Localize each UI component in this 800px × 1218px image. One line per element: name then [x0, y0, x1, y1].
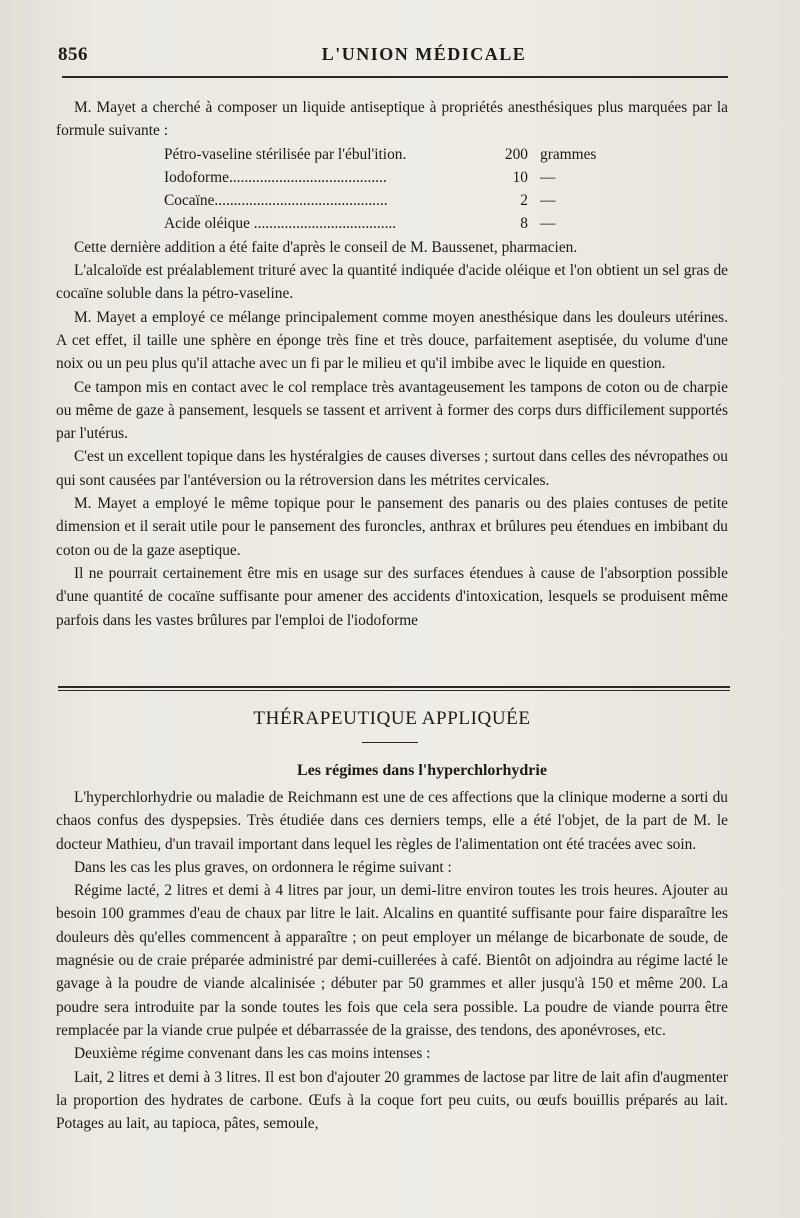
title-underline	[362, 742, 418, 743]
ingredient-unit: —	[540, 192, 556, 210]
paragraph: Cette dernière addition a été faite d'après le conseil de M. Baussenet, pharmacien.	[74, 238, 578, 256]
ingredient-unit: —	[540, 215, 556, 233]
formula-row	[164, 189, 728, 212]
ingredient-name: Cocaïne.............................................	[164, 192, 388, 210]
formula-row	[164, 166, 728, 189]
article-hyperchlorhydrie	[56, 786, 728, 1135]
paragraph: Deuxième régime convenant dans les cas moins intenses :	[74, 1045, 431, 1063]
ingredient-name: Iodoforme.........................................	[164, 168, 387, 186]
paragraph: M. Mayet a employé ce mélange principalement comme moyen anesthésique dans les douleurs utérines. A cet effet, il taille une sphère en éponge très fine et très douce, parfaitement aseptisée, du volume d'une noix ou un peu plus qu'il attache avec un fi par le milieu et qu'il imbibe avec le liquide en question.	[56, 308, 728, 373]
page-number: 856	[58, 44, 88, 65]
paragraph: Ce tampon mis en contact avec le col remplace très avantageusement les tampons de coton ou de charpie ou même de gaze à pansement, lesquels se tassent et arrivent à former des corps durs difficilement supportés par l'utérus.	[56, 378, 728, 443]
ingredient-name: Pétro-vaseline stérilisée par l'ébul'ition.	[164, 145, 407, 163]
header-rule	[62, 76, 728, 78]
section-title: THÉRAPEUTIQUE APPLIQUÉE	[253, 708, 531, 729]
ingredient-quantity: 2	[520, 192, 528, 210]
intro-paragraph: M. Mayet a cherché à composer un liquide antiseptique à propriétés anesthésiques plus marquées par la formule suivante :	[56, 99, 728, 140]
ingredient-quantity: 8	[520, 215, 528, 233]
paragraph: C'est un excellent topique dans les hystéralgies de causes diverses ; surtout dans celles des névropathes ou qui sont causées par l'antéversion ou la rétroversion dans les métrites cervicales.	[56, 448, 728, 489]
ingredient-quantity: 10	[512, 168, 528, 186]
ingredient-name: Acide oléique .....................................	[164, 215, 397, 233]
paragraph: L'alcaloïde est préalablement trituré avec la quantité indiquée d'acide oléique et l'on obtient un sel gras de cocaïne soluble dans la pétro-vaseline.	[56, 262, 728, 303]
article-title: Les régimes dans l'hyperchlorhydrie	[297, 762, 547, 779]
ingredient-unit: grammes	[540, 145, 597, 163]
page-header	[58, 44, 730, 72]
formula-row	[164, 143, 728, 166]
paragraph: Lait, 2 litres et demi à 3 litres. Il est bon d'ajouter 20 grammes de lactose par litre de lait afin d'augmenter la proportion des hydrates de carbone. Œufs à la coque fort peu cuits, ou œufs bouillis préparés au lait. Potages au lait, au tapioca, pâtes, semoule,	[56, 1068, 728, 1133]
section-divider	[58, 686, 730, 691]
formula-table	[56, 143, 728, 236]
formula-row	[164, 212, 728, 235]
ingredient-quantity: 200	[504, 145, 528, 163]
paragraph: Il ne pourrait certainement être mis en usage sur des surfaces étendues à cause de l'absorption possible d'une quantité de cocaïne suffisante pour amener des accidents d'intoxication, lesquels se produisent même parfois dans les vastes brûlures par l'emploi de l'iodoforme	[56, 564, 728, 629]
article-mayet	[56, 96, 728, 632]
paragraph: L'hyperchlorhydrie ou maladie de Reichmann est une de ces affections que la clinique moderne a sorti du chaos confus des dyspepsies. Très étudiée dans ces derniers temps, elle a été l'objet, de la part de M. le docteur Mathieu, d'un travail important dans lequel les règles de l'alimentation ont été tracées avec soin.	[56, 789, 728, 853]
paragraph: M. Mayet a employé le même topique pour le pansement des panaris ou des plaies contuses de petite dimension et il serait utile pour le pansement des furoncles, anthrax et brûlures peu étendues en imbibant du coton ou de la gaze aseptique.	[56, 495, 728, 559]
ingredient-unit: —	[540, 168, 556, 186]
paragraph: Régime lacté, 2 litres et demi à 4 litres par jour, un demi-litre environ toutes les trois heures. Ajouter au besoin 100 grammes d'eau de chaux par litre le lait. Alcalins en quantité suffisante pour faire disparaître les douleurs dès qu'elles commencent à apparaître ; on peut employer un mélange de bicarbonate de soude, de magnésie ou de craie préparée administré par demi-cuillerées à café. Bientôt on adjoindra au régime lacté le gavage à la poudre de viande alcalinisée ; débuter par 50 grammes et aller jusqu'à 150 et même 200. La poudre sera introduite par la sonde toutes les fois que cela sera possible. La poudre de viande pourra être remplacée par la viande crue pulpée et débarrassée de la graisse, des tendons, des aponévroses, etc.	[56, 882, 728, 1039]
paragraph: Dans les cas les plus graves, on ordonnera le régime suivant :	[74, 858, 452, 876]
running-title: L'UNION MÉDICALE	[321, 44, 527, 64]
